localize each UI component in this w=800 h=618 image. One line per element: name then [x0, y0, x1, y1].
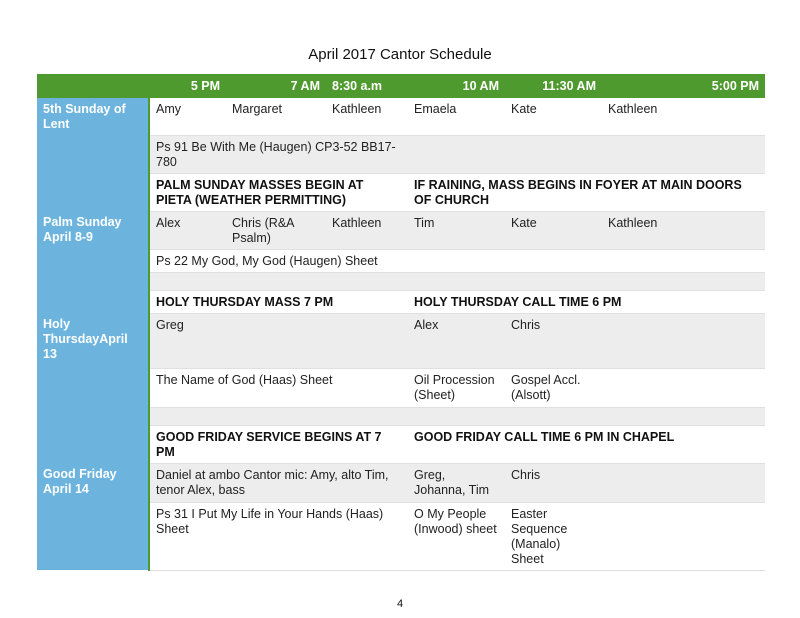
empty-cell — [602, 502, 765, 570]
header-cell: 5 PM — [149, 74, 226, 98]
cantor-cell: Alex — [149, 211, 226, 249]
cantor-cell: Chris — [505, 313, 602, 368]
table-row — [37, 249, 765, 272]
table-row — [37, 290, 765, 313]
psalm-cell: Ps 22 My God, My God (Haugen) Sheet — [149, 249, 408, 272]
notice-cell: IF RAINING, MASS BEGINS IN FOYER AT MAIN DOORS OF CHURCH — [408, 173, 765, 211]
cantor-cell: Kathleen — [326, 211, 408, 249]
table-row — [37, 407, 765, 425]
psalm-cell: The Name of God (Haas) Sheet — [149, 368, 408, 407]
cantor-cell: Alex — [408, 313, 505, 368]
table-row — [37, 173, 765, 211]
table-row — [37, 211, 765, 249]
day-label — [37, 290, 149, 313]
notice-cell: HOLY THURSDAY MASS 7 PM — [149, 290, 408, 313]
music-cell: Oil Procession (Sheet) — [408, 368, 505, 407]
table-row — [37, 502, 765, 570]
music-cell: Gospel Accl. (Alsott) — [505, 368, 602, 407]
cantor-cell: Emaela — [408, 98, 505, 135]
empty-cell — [602, 313, 765, 368]
page-number: 4 — [396, 598, 404, 610]
day-label — [37, 425, 149, 463]
day-label — [37, 173, 149, 211]
cantor-cell: Greg — [149, 313, 408, 368]
day-label: Holy ThursdayApril 13 — [37, 313, 149, 368]
cantor-cell: Tim — [408, 211, 505, 249]
day-label — [37, 272, 149, 290]
day-label: Palm Sunday April 8-9 — [37, 211, 149, 249]
day-label — [37, 407, 149, 425]
schedule-table — [37, 74, 765, 571]
cantor-cell: Amy — [149, 98, 226, 135]
notice-cell: GOOD FRIDAY SERVICE BEGINS AT 7 PM — [149, 425, 408, 463]
psalm-cell: Ps 91 Be With Me (Haugen) CP3-52 BB17-780 — [149, 135, 408, 173]
table-row — [37, 313, 765, 368]
header-cell — [37, 74, 149, 98]
cantor-cell: Daniel at ambo Cantor mic: Amy, alto Tim, tenor Alex, bass — [149, 463, 408, 502]
table-row — [37, 135, 765, 173]
header-cell: 5:00 PM — [602, 74, 765, 98]
header-cell: 10 AM — [408, 74, 505, 98]
day-label — [37, 249, 149, 272]
music-cell: Easter Sequence (Manalo) Sheet — [505, 502, 602, 570]
music-cell: O My People (Inwood) sheet — [408, 502, 505, 570]
cantor-cell: Kate — [505, 211, 602, 249]
day-label — [37, 368, 149, 407]
notice-cell: GOOD FRIDAY CALL TIME 6 PM IN CHAPEL — [408, 425, 765, 463]
cantor-cell: Kate — [505, 98, 602, 135]
day-label: 5th Sunday of Lent — [37, 98, 149, 135]
empty-cell — [408, 135, 765, 173]
empty-cell — [149, 407, 765, 425]
notice-cell: HOLY THURSDAY CALL TIME 6 PM — [408, 290, 765, 313]
table-row — [37, 463, 765, 502]
page-title: April 2017 Cantor Schedule — [308, 46, 492, 63]
notice-cell: PALM SUNDAY MASSES BEGIN AT PIETA (WEATHER PERMITTING) — [149, 173, 408, 211]
header-cell: 11:30 AM — [505, 74, 602, 98]
day-label — [37, 135, 149, 173]
table-row — [37, 368, 765, 407]
empty-cell — [408, 249, 765, 272]
empty-cell — [602, 368, 765, 407]
cantor-cell: Kathleen — [602, 98, 765, 135]
header-row — [37, 74, 765, 98]
cantor-cell: Kathleen — [602, 211, 765, 249]
cantor-cell: Chris — [505, 463, 602, 502]
table-row — [37, 98, 765, 135]
table-row — [37, 272, 765, 290]
cantor-cell: Greg, Johanna, Tim — [408, 463, 505, 502]
header-cell: 7 AM — [226, 74, 326, 98]
table-row — [37, 425, 765, 463]
cantor-cell: Chris (R&A Psalm) — [226, 211, 326, 249]
empty-cell — [602, 463, 765, 502]
day-label: Good Friday April 14 — [37, 463, 149, 502]
empty-cell — [149, 272, 765, 290]
day-label — [37, 502, 149, 570]
cantor-cell: Margaret — [226, 98, 326, 135]
psalm-cell: Ps 31 I Put My Life in Your Hands (Haas) Sheet — [149, 502, 408, 570]
cantor-cell: Kathleen — [326, 98, 408, 135]
header-cell: 8:30 a.m — [326, 74, 408, 98]
